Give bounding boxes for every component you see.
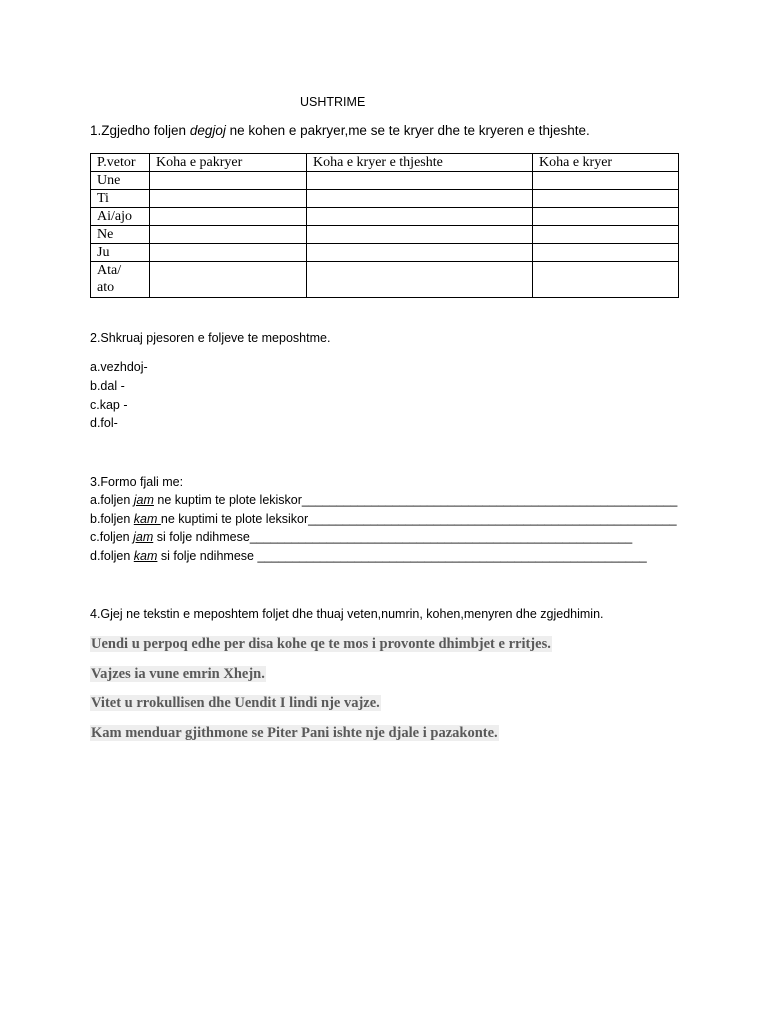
exercise-4-sentence xyxy=(90,665,266,683)
table-row-label: Ti xyxy=(91,190,150,208)
exercise-3-item xyxy=(90,549,647,563)
exercise-3-item xyxy=(90,493,677,507)
table-cell xyxy=(533,244,679,262)
exercise-1-instruction xyxy=(90,123,590,138)
table-cell xyxy=(307,208,533,226)
page-title: USHTRIME xyxy=(300,95,366,109)
table-header-cell: Koha e kryer xyxy=(533,154,679,172)
exercise-2-item: c.kap - xyxy=(90,398,128,412)
table-cell xyxy=(150,208,307,226)
table-cell xyxy=(307,262,533,298)
table-cell xyxy=(533,172,679,190)
exercise-1-verb: degjoj xyxy=(189,123,226,138)
table-cell xyxy=(307,172,533,190)
exercise-2-item: a.vezhdoj- xyxy=(90,360,148,374)
table-header-cell: Koha e pakryer xyxy=(150,154,307,172)
table-row xyxy=(91,172,679,190)
item-blank-line: si folje ndihmese ________________________________________________________ xyxy=(157,549,647,563)
highlighted-sentence: Vitet u rrokullisen dhe Uendit I lindi nje vajze. xyxy=(91,695,380,711)
table-cell xyxy=(533,226,679,244)
exercise-3-item xyxy=(90,512,677,526)
table-cell xyxy=(307,244,533,262)
exercise-2-instruction: 2.Shkruaj pjesoren e foljeve te meposhtme. xyxy=(90,331,331,345)
underlined-verb: kam xyxy=(133,512,161,526)
exercise-3-item xyxy=(90,530,632,544)
highlighted-sentence: Uendi u perpoq edhe per disa kohe qe te mos i provonte dhimbjet e rritjes. xyxy=(91,636,551,652)
table-row xyxy=(91,226,679,244)
table-cell xyxy=(150,244,307,262)
highlighted-sentence: Vajzes ia vune emrin Xhejn. xyxy=(91,666,265,682)
exercise-4-instruction: 4.Gjej ne tekstin e meposhtem foljet dhe thuaj veten,numrin, kohen,menyren dhe zgjedhimin. xyxy=(90,607,604,621)
exercise-1-prefix: 1.Zgjedho foljen xyxy=(90,123,190,138)
item-prefix: d.foljen xyxy=(90,549,134,563)
table-cell xyxy=(533,262,679,298)
table-row-label: Une xyxy=(91,172,150,190)
row-label-line: Ata/ xyxy=(97,263,122,278)
item-prefix: b.foljen xyxy=(90,512,134,526)
table-row-label: Ju xyxy=(91,244,150,262)
item-prefix: a.foljen xyxy=(90,493,134,507)
table-cell xyxy=(150,226,307,244)
table-header-cell: P.vetor xyxy=(91,154,150,172)
exercise-1-suffix: ne kohen e pakryer,me se te kryer dhe te kryeren e thjeshte. xyxy=(225,123,590,138)
conjugation-table xyxy=(90,153,679,298)
underlined-verb: jam xyxy=(133,493,154,507)
item-prefix: c.foljen xyxy=(90,530,134,544)
table-cell xyxy=(150,262,307,298)
item-blank-line: ne kuptimi te plote leksikor_____________________________________________________ xyxy=(160,512,677,526)
table-cell xyxy=(533,208,679,226)
exercise-4-sentence xyxy=(90,694,381,712)
highlighted-sentence: Kam menduar gjithmone se Piter Pani ishte nje djale i pazakonte. xyxy=(91,725,498,741)
item-blank-line: ne kuptim te plote lekiskor______________________________________________________ xyxy=(153,493,678,507)
table-cell xyxy=(150,172,307,190)
table-row xyxy=(91,262,679,298)
table-header-row xyxy=(91,154,679,172)
exercise-2-item: d.fol- xyxy=(90,416,118,430)
table-row-label xyxy=(91,262,150,298)
item-blank-line: si folje ndihmese_______________________________________________________ xyxy=(153,530,633,544)
table-row-label: Ai/ajo xyxy=(91,208,150,226)
row-label-line: ato xyxy=(97,280,115,295)
underlined-verb: kam xyxy=(133,549,158,563)
table-row xyxy=(91,208,679,226)
table-header-cell: Koha e kryer e thjeshte xyxy=(307,154,533,172)
exercise-4-sentence xyxy=(90,724,499,742)
underlined-verb: jam xyxy=(133,530,154,544)
exercise-4-sentence xyxy=(90,635,552,653)
table-row xyxy=(91,190,679,208)
table-cell xyxy=(307,190,533,208)
table-cell xyxy=(533,190,679,208)
table-cell xyxy=(307,226,533,244)
table-row-label: Ne xyxy=(91,226,150,244)
exercise-3-instruction: 3.Formo fjali me: xyxy=(90,475,184,489)
table-row xyxy=(91,244,679,262)
table-cell xyxy=(150,190,307,208)
exercise-2-item: b.dal - xyxy=(90,379,125,393)
